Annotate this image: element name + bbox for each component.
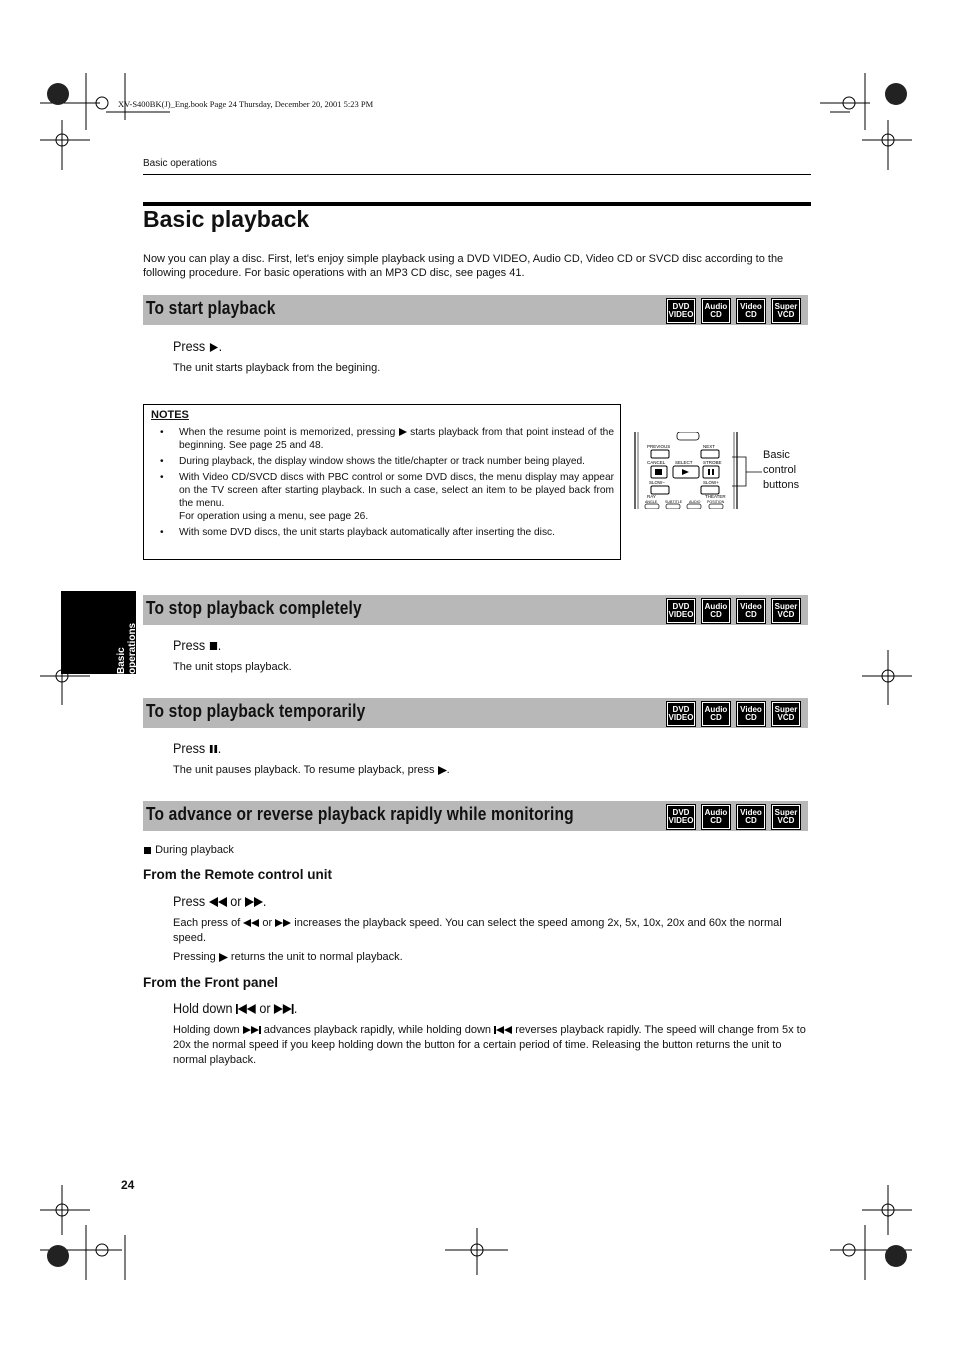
press-play-instruction: Press .: [173, 338, 223, 354]
remote-label-ray: RAY: [647, 494, 656, 499]
rewind-icon: [243, 919, 259, 927]
notes-list: [144, 426, 614, 542]
section-heading: To start playback: [146, 297, 276, 318]
notes-heading: NOTES: [151, 409, 189, 421]
front-body: Holding down advances playback rapidly, while holding down reverses playback rapidly. The speed will change from 5x to 20x the normal speed if you keep holding down the button for a certain period of time. Releasing the button returns the unit to normal playback.: [173, 1024, 806, 1066]
video-cd-badge: Video CD: [737, 599, 765, 623]
remote-label-cancel: CANCEL: [647, 460, 666, 465]
remote-label-angle: ANGLE: [645, 500, 658, 504]
callout-label: Basic control buttons: [763, 449, 800, 491]
audio-cd-badge: Audio CD: [702, 805, 730, 829]
remote-body-2: Pressing returns the unit to normal playback.: [173, 951, 403, 963]
dvd-video-badge: DVD VIDEO: [667, 599, 695, 623]
note-item: • When the resume point is memorized, pressing starts playback from that point instead of the beginning. See page 25 and 48.: [144, 426, 614, 452]
remote-label-select: SELECT: [675, 460, 693, 465]
section-heading: To advance or reverse playback rapidly while monitoring: [146, 803, 574, 824]
side-tab: Basic operations: [61, 591, 136, 674]
section-bar-pause: [143, 698, 808, 728]
note-item: • With some DVD discs, the unit starts playback automatically after inserting the disc.: [144, 526, 614, 539]
audio-cd-badge: Audio CD: [702, 299, 730, 323]
press-pause-instruction: Press .: [173, 740, 222, 756]
section-heading: To stop playback completely: [146, 597, 362, 618]
remote-label-theater: THEATER: [705, 494, 726, 499]
remote-label-previous: PREVIOUS: [647, 444, 671, 449]
next-icon: [243, 1026, 261, 1034]
remote-subhead: From the Remote control unit: [143, 867, 332, 882]
note-item: • With Video CD/SVCD discs with PBC control or some DVD discs, the menu display may appear on the TV screen after starting playback. In such a case, select an item to be played back from the menu. For operation using a menu, see page 26.: [144, 471, 614, 523]
dvd-video-badge: DVD VIDEO: [667, 702, 695, 726]
play-icon: [399, 428, 407, 436]
stop-body: The unit stops playback.: [173, 661, 292, 673]
super-vcd-badge: Super VCD: [772, 299, 800, 323]
remote-label-slow-plus: SLOW+: [703, 480, 719, 485]
header-rule: [143, 174, 811, 175]
fast-forward-icon: [275, 919, 291, 927]
section-bar-stop: [143, 595, 808, 625]
previous-icon: [494, 1026, 512, 1034]
square-bullet-icon: [143, 846, 152, 855]
remote-label-slow-minus: SLOW−: [649, 480, 665, 485]
video-cd-badge: Video CD: [737, 299, 765, 323]
intro-paragraph: Now you can play a disc. First, let's enjoy simple playback using a DVD VIDEO, Audio CD, Video CD or SVCD disc according to the following procedure. For basic operations with an MP3 CD disc, see pages 41.: [143, 253, 784, 279]
disc-badges: [667, 299, 800, 323]
disc-badges: [667, 805, 800, 829]
page-number: 24: [121, 1178, 135, 1192]
remote-illustration: [633, 432, 739, 509]
audio-cd-badge: Audio CD: [702, 702, 730, 726]
remote-label-position: POSITION: [707, 500, 725, 504]
audio-cd-badge: Audio CD: [702, 599, 730, 623]
file-info: XV-S400BK(J)_Eng.book Page 24 Thursday, December 20, 2001 5:23 PM: [118, 99, 374, 109]
remote-body-1: Each press of or increases the playback speed. You can select the speed among 2x, 5x, 10x, 20x and 60x the normal speed.: [173, 917, 782, 944]
disc-badges: [667, 702, 800, 726]
remote-label-strobe: STROBE: [703, 460, 722, 465]
during-playback: During playback: [143, 843, 234, 858]
front-panel-subhead: From the Front panel: [143, 975, 278, 990]
video-cd-badge: Video CD: [737, 805, 765, 829]
section-bar-start: [143, 295, 808, 325]
page-title: Basic playback: [143, 206, 310, 232]
callout-line: [728, 440, 764, 500]
notes-box: [143, 404, 621, 560]
play-icon: [438, 766, 447, 775]
pause-icon: [209, 744, 218, 754]
dvd-video-badge: DVD VIDEO: [667, 805, 695, 829]
hold-down-instruction: Hold down or .: [173, 1000, 298, 1016]
press-stop-instruction: Press .: [173, 637, 222, 653]
next-icon: [274, 1004, 294, 1014]
remote-label-subtitle: SUBTITLE: [665, 500, 683, 504]
pause-body: The unit pauses playback. To resume playback, press .: [173, 764, 450, 776]
play-icon: [219, 953, 228, 962]
fast-forward-icon: [245, 897, 263, 907]
section-bar-advance: [143, 801, 808, 831]
remote-label-audio: AUDIO: [689, 500, 701, 504]
play-icon: [209, 342, 219, 353]
video-cd-badge: Video CD: [737, 702, 765, 726]
rewind-icon: [209, 897, 227, 907]
dvd-video-badge: DVD VIDEO: [667, 299, 695, 323]
start-body: The unit starts playback from the begining.: [173, 362, 381, 374]
super-vcd-badge: Super VCD: [772, 599, 800, 623]
note-item: • During playback, the display window shows the title/chapter or track number being played.: [144, 455, 614, 468]
press-scan-instruction: Press or .: [173, 893, 267, 909]
remote-label-next: NEXT: [703, 444, 716, 449]
super-vcd-badge: Super VCD: [772, 702, 800, 726]
disc-badges: [667, 599, 800, 623]
previous-icon: [236, 1004, 256, 1014]
stop-icon: [209, 641, 218, 651]
super-vcd-badge: Super VCD: [772, 805, 800, 829]
running-head: Basic operations: [143, 158, 217, 169]
section-heading: To stop playback temporarily: [146, 700, 366, 721]
